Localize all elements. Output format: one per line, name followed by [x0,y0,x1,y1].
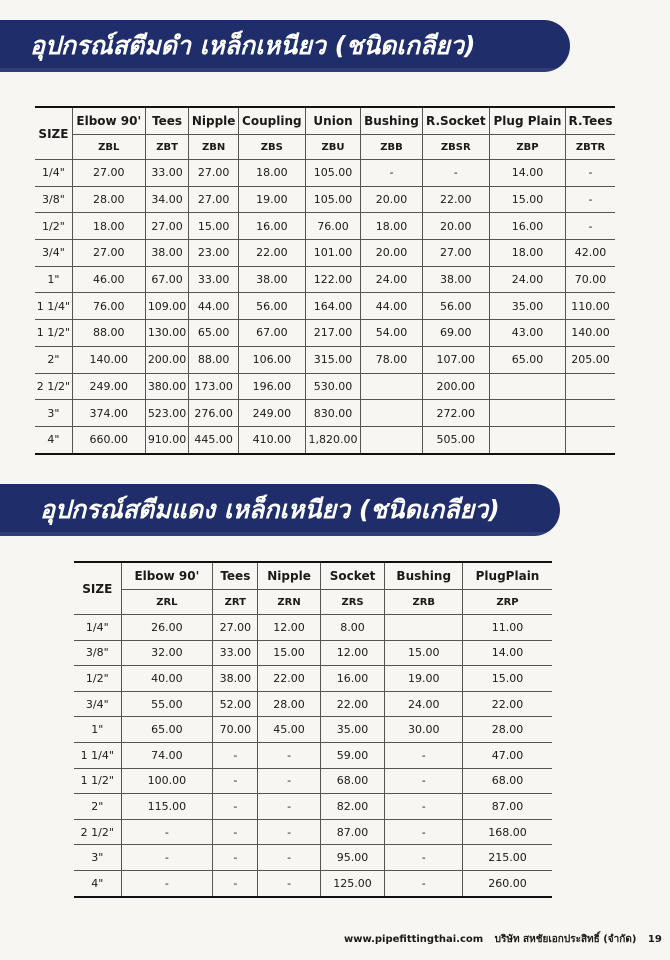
table-row [35,266,615,293]
table-code-row [35,135,615,160]
price-cell: 33.00 [213,640,258,666]
price-cell [489,426,565,453]
table-row [74,615,552,641]
price-cell: 122.00 [305,266,360,293]
price-cell: - [121,819,213,845]
price-cell: - [213,819,258,845]
price-cell [361,373,423,400]
price-cell: 27.00 [72,240,145,267]
price-cell: 28.00 [462,717,552,743]
price-cell: 15.00 [462,666,552,692]
price-cell: - [258,819,320,845]
table-row [35,160,615,187]
price-cell: 11.00 [462,615,552,641]
column-header: Union [305,107,360,135]
price-cell: - [213,768,258,794]
price-cell [361,426,423,453]
price-cell: 68.00 [462,768,552,794]
size-cell: 1 1/4" [74,742,121,768]
price-cell: 105.00 [305,186,360,213]
footer-company: บริษัท สหชัยเอกประสิทธิ์ (จำกัด) [494,934,637,945]
price-cell: 27.00 [189,160,238,187]
price-cell: 68.00 [320,768,385,794]
column-header: Elbow 90' [121,562,213,590]
price-cell: 67.00 [145,266,189,293]
price-cell: - [258,794,320,820]
price-cell: - [213,794,258,820]
price-cell: 200.00 [422,373,489,400]
table-code-row [74,590,552,615]
table-row [74,768,552,794]
price-cell: - [213,870,258,896]
price-cell: 249.00 [238,400,305,427]
price-cell: 8.00 [320,615,385,641]
price-cell: 74.00 [121,742,213,768]
price-cell: 16.00 [238,213,305,240]
price-cell: 27.00 [72,160,145,187]
price-cell: 38.00 [422,266,489,293]
black-fittings-price-table [35,106,615,455]
price-cell: 34.00 [145,186,189,213]
price-cell: 14.00 [462,640,552,666]
price-cell: - [385,845,463,871]
price-cell: 56.00 [422,293,489,320]
price-cell: 410.00 [238,426,305,453]
table-row [74,666,552,692]
price-cell: - [121,845,213,871]
price-cell: 16.00 [489,213,565,240]
table-row [74,742,552,768]
price-cell: 14.00 [489,160,565,187]
price-cell: 16.00 [320,666,385,692]
price-cell: 65.00 [189,320,238,347]
size-cell: 1/4" [35,160,72,187]
price-cell: 27.00 [422,240,489,267]
column-header: Coupling [238,107,305,135]
column-code: ZBT [145,135,189,160]
column-code: ZBN [189,135,238,160]
size-cell: 1/2" [35,213,72,240]
footer-website[interactable]: www.pipefittingthai.com [344,934,484,945]
price-cell: - [385,742,463,768]
size-header: SIZE [35,107,72,160]
column-code: ZBTR [566,135,615,160]
price-cell: 200.00 [145,346,189,373]
price-cell: 101.00 [305,240,360,267]
price-cell: 27.00 [189,186,238,213]
price-cell: 374.00 [72,400,145,427]
section1-title: อุปกรณ์สตีมดำ เหล็กเหนียว (ชนิดเกลียว) [30,31,476,60]
column-header: R.Tees [566,107,615,135]
size-cell: 1/2" [74,666,121,692]
red-fittings-price-table [74,561,552,898]
price-cell: 260.00 [462,870,552,896]
price-cell: 380.00 [145,373,189,400]
price-cell: 100.00 [121,768,213,794]
price-cell: 56.00 [238,293,305,320]
size-cell: 2" [35,346,72,373]
price-cell: 42.00 [566,240,615,267]
price-cell: - [258,845,320,871]
price-cell [566,373,615,400]
price-cell: 249.00 [72,373,145,400]
price-cell: 115.00 [121,794,213,820]
price-cell: 44.00 [361,293,423,320]
price-cell: 28.00 [258,691,320,717]
price-cell: 22.00 [238,240,305,267]
table-row [35,320,615,347]
price-cell: 18.00 [238,160,305,187]
price-cell: 24.00 [361,266,423,293]
price-cell: 22.00 [258,666,320,692]
price-cell: 22.00 [462,691,552,717]
price-cell: 20.00 [422,213,489,240]
price-cell: 530.00 [305,373,360,400]
size-cell: 3" [35,400,72,427]
price-cell: 65.00 [121,717,213,743]
price-cell: 18.00 [361,213,423,240]
price-cell: 47.00 [462,742,552,768]
price-cell: 19.00 [385,666,463,692]
price-cell: 28.00 [72,186,145,213]
column-code: ZBSR [422,135,489,160]
column-header: Nipple [258,562,320,590]
table-row [74,819,552,845]
price-cell: 110.00 [566,293,615,320]
price-cell [489,400,565,427]
price-cell: 82.00 [320,794,385,820]
price-cell: - [121,870,213,896]
column-header: PlugPlain [462,562,552,590]
size-cell: 1/4" [74,615,121,641]
size-header: SIZE [74,562,121,615]
price-cell: 35.00 [320,717,385,743]
price-cell [489,373,565,400]
price-cell: - [385,819,463,845]
price-cell: 87.00 [320,819,385,845]
price-cell: 43.00 [489,320,565,347]
price-cell: 27.00 [145,213,189,240]
price-cell [566,426,615,453]
column-code: ZBP [489,135,565,160]
section2-title-banner [0,484,560,536]
price-cell: - [566,160,615,187]
price-cell: 40.00 [121,666,213,692]
price-cell: - [258,742,320,768]
price-cell: 33.00 [189,266,238,293]
price-cell: 24.00 [489,266,565,293]
column-header: Nipple [189,107,238,135]
price-cell: - [385,794,463,820]
price-cell: 140.00 [566,320,615,347]
price-cell: 45.00 [258,717,320,743]
price-cell: 19.00 [238,186,305,213]
table-row [74,691,552,717]
size-cell: 3/8" [35,186,72,213]
size-cell: 2 1/2" [35,373,72,400]
column-code: ZRP [462,590,552,615]
table-row [35,400,615,427]
price-cell: 52.00 [213,691,258,717]
price-cell: 107.00 [422,346,489,373]
price-cell: 18.00 [489,240,565,267]
column-header: Tees [213,562,258,590]
price-cell: 24.00 [385,691,463,717]
price-cell: 76.00 [72,293,145,320]
price-cell: 12.00 [320,640,385,666]
price-cell: - [422,160,489,187]
size-cell: 1" [74,717,121,743]
size-cell: 1 1/4" [35,293,72,320]
table-row [35,426,615,453]
size-cell: 3/4" [35,240,72,267]
table-row [35,186,615,213]
price-cell: 217.00 [305,320,360,347]
price-cell: 12.00 [258,615,320,641]
column-code: ZRL [121,590,213,615]
price-cell: 33.00 [145,160,189,187]
price-cell: 38.00 [145,240,189,267]
price-cell: 660.00 [72,426,145,453]
price-cell: 76.00 [305,213,360,240]
size-cell: 4" [74,870,121,896]
price-cell: 35.00 [489,293,565,320]
column-code: ZBS [238,135,305,160]
price-cell: 23.00 [189,240,238,267]
price-cell: 106.00 [238,346,305,373]
table-header-row [74,562,552,590]
price-cell: 205.00 [566,346,615,373]
section2-title: อุปกรณ์สตีมแดง เหล็กเหนียว (ชนิดเกลียว) [40,495,500,524]
price-cell: 27.00 [213,615,258,641]
table-header-row [35,107,615,135]
price-cell [566,400,615,427]
price-cell: 1,820.00 [305,426,360,453]
size-cell: 1" [35,266,72,293]
price-cell: 30.00 [385,717,463,743]
price-cell: 168.00 [462,819,552,845]
price-cell: 78.00 [361,346,423,373]
table-row [74,845,552,871]
price-cell: - [213,742,258,768]
column-header: Plug Plain [489,107,565,135]
price-cell: 505.00 [422,426,489,453]
price-cell: 26.00 [121,615,213,641]
price-cell: - [385,870,463,896]
size-cell: 3/8" [74,640,121,666]
price-cell: 88.00 [189,346,238,373]
table-row [74,640,552,666]
price-cell: 130.00 [145,320,189,347]
table-row [35,213,615,240]
price-cell: 125.00 [320,870,385,896]
size-cell: 3/4" [74,691,121,717]
price-cell: 196.00 [238,373,305,400]
table-row [74,870,552,896]
price-cell: 55.00 [121,691,213,717]
table-row [35,346,615,373]
column-header: Socket [320,562,385,590]
price-cell: 44.00 [189,293,238,320]
price-cell: - [361,160,423,187]
price-cell: 15.00 [489,186,565,213]
size-cell: 3" [74,845,121,871]
size-cell: 1 1/2" [35,320,72,347]
price-cell: 173.00 [189,373,238,400]
column-header: Bushing [385,562,463,590]
column-code: ZBL [72,135,145,160]
price-cell: 22.00 [422,186,489,213]
section1-title-banner [0,20,570,72]
price-cell: 18.00 [72,213,145,240]
price-cell: 38.00 [213,666,258,692]
price-cell: - [385,768,463,794]
table-row [35,293,615,320]
price-cell: 69.00 [422,320,489,347]
price-cell: - [566,213,615,240]
table-row [74,717,552,743]
price-cell: 830.00 [305,400,360,427]
column-code: ZBB [361,135,423,160]
price-cell: - [258,870,320,896]
column-code: ZRB [385,590,463,615]
price-cell: - [213,845,258,871]
price-cell [361,400,423,427]
size-cell: 2" [74,794,121,820]
price-cell: 88.00 [72,320,145,347]
price-cell: 70.00 [213,717,258,743]
size-cell: 4" [35,426,72,453]
price-cell: 15.00 [258,640,320,666]
price-cell: 46.00 [72,266,145,293]
price-cell: 32.00 [121,640,213,666]
price-cell: 15.00 [385,640,463,666]
price-cell: 65.00 [489,346,565,373]
column-code: ZRN [258,590,320,615]
price-cell: 87.00 [462,794,552,820]
price-cell: - [566,186,615,213]
price-cell [385,615,463,641]
price-cell: 15.00 [189,213,238,240]
price-cell: 272.00 [422,400,489,427]
price-cell: 445.00 [189,426,238,453]
column-code: ZRS [320,590,385,615]
price-cell: 22.00 [320,691,385,717]
price-cell: 140.00 [72,346,145,373]
price-cell: 59.00 [320,742,385,768]
size-cell: 2 1/2" [74,819,121,845]
table-row [35,240,615,267]
price-cell: 315.00 [305,346,360,373]
price-cell: 38.00 [238,266,305,293]
price-cell: 105.00 [305,160,360,187]
column-header: R.Socket [422,107,489,135]
table-row [35,373,615,400]
column-header: Bushing [361,107,423,135]
price-cell: 67.00 [238,320,305,347]
size-cell: 1 1/2" [74,768,121,794]
column-code: ZBU [305,135,360,160]
price-cell: 910.00 [145,426,189,453]
price-cell: - [258,768,320,794]
price-cell: 164.00 [305,293,360,320]
page-number: 19 [647,934,662,945]
price-cell: 20.00 [361,186,423,213]
page-footer [344,932,670,947]
price-cell: 276.00 [189,400,238,427]
price-cell: 20.00 [361,240,423,267]
price-cell: 523.00 [145,400,189,427]
price-cell: 54.00 [361,320,423,347]
table-row [74,794,552,820]
price-cell: 95.00 [320,845,385,871]
price-cell: 215.00 [462,845,552,871]
column-header: Elbow 90' [72,107,145,135]
column-header: Tees [145,107,189,135]
column-code: ZRT [213,590,258,615]
price-cell: 109.00 [145,293,189,320]
price-cell: 70.00 [566,266,615,293]
